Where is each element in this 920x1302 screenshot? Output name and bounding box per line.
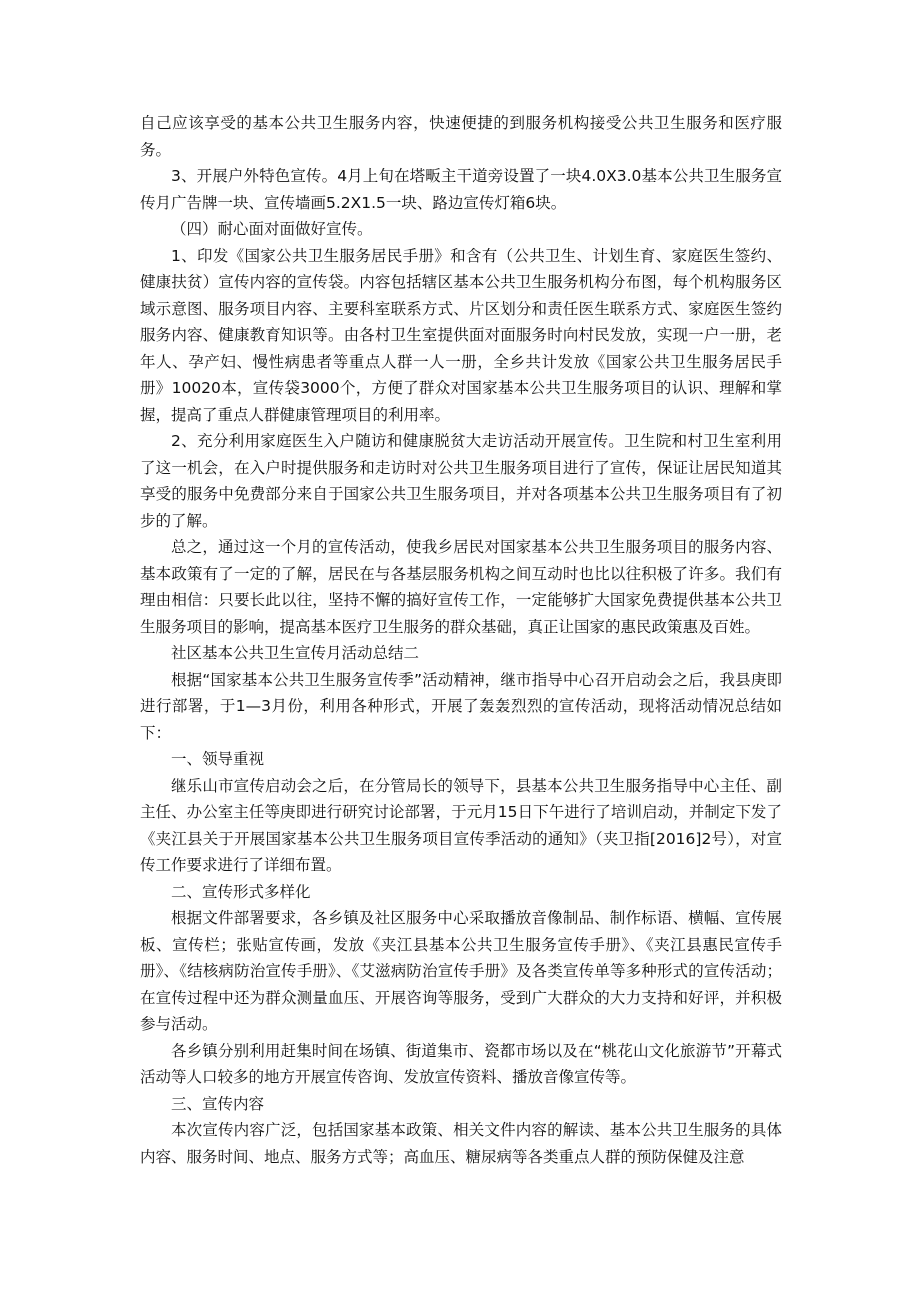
paragraph: 根据“国家基本公共卫生服务宣传季”活动精神，继市指导中心召开启动会之后，我县庚即进行部署，于1—3月份，利用各种形式，开展了轰轰烈烈的宣传活动，现将活动情况总结如下： [140, 670, 782, 742]
paragraph: 2、充分利用家庭医生入户随访和健康脱贫大走访活动开展宣传。卫生院和村卫生室利用了这一机会，在入户时提供服务和走访时对公共卫生服务项目进行了宣传，保证让居民知道其享受的服务中免费部分来自于国家公共卫生服务项目，并对各项基本公共卫生服务项目有了初步的了解。 [140, 432, 782, 530]
paragraph: 根据文件部署要求，各乡镇及社区服务中心采取播放音像制品、制作标语、横幅、宣传展板、宣传栏；张贴宣传画，发放《夹江县基本公共卫生服务宣传手册》、《夹江县惠民宣传手册》、《结核病防治宣传手册》、《艾滋病防治宣传手册》及各类宣传单等多种形式的宣传活动；在宣传过程中还为群众测量血压、开展咨询等服务，受到广大群众的大力支持和好评，并积极参与活动。 [140, 909, 782, 1033]
document-body [140, 110, 782, 1170]
paragraph: 1、印发《国家公共卫生服务居民手册》和含有（公共卫生、计划生育、家庭医生签约、健康扶贫）宣传内容的宣传袋。内容包括辖区基本公共卫生服务机构分布图，每个机构服务区域示意图、服务项目内容、主要科室联系方式、片区划分和责任医生联系方式、家庭医生签约服务内容、健康教育知识等。由各村卫生室提供面对面服务时向村民发放，实现一户一册，老年人、孕产妇、慢性病患者等重点人群一人一册，全乡共计发放《国家公共卫生服务居民手册》10020本，宣传袋3000个，方便了群众对国家基本公共卫生服务项目的认识、理解和掌握，提高了重点人群健康管理项目的利用率。 [140, 246, 782, 424]
paragraph: 继乐山市宣传启动会之后，在分管局长的领导下，县基本公共卫生服务指导中心主任、副主任、办公室主任等庚即进行研究讨论部署，于元月15日下午进行了培训启动，并制定下发了《夹江县关于开展国家基本公共卫生服务项目宣传季活动的通知》（夹卫指[2016]2号），对宣传工作要求进行了详细布置。 [140, 776, 782, 874]
paragraph: 本次宣传内容广泛，包括国家基本政策、相关文件内容的解读、基本公共卫生服务的具体内容、服务时间、地点、服务方式等；高血压、糖尿病等各类重点人群的预防保健及注意 [140, 1121, 782, 1166]
paragraph: 自己应该享受的基本公共卫生服务内容，快速便捷的到服务机构接受公共卫生服务和医疗服务。 [140, 114, 782, 159]
section-heading: 三、宣传内容 [171, 1094, 265, 1113]
paragraph: 3、开展户外特色宣传。4月上旬在塔畈主干道旁设置了一块4.0X3.0基本公共卫生服务宣传月广告牌一块、宣传墙画5.2X1.5一块、路边宣传灯箱6块。 [140, 167, 782, 212]
section-heading: 二、宣传形式多样化 [171, 882, 311, 901]
paragraph: 总之，通过这一个月的宣传活动，使我乡居民对国家基本公共卫生服务项目的服务内容、基本政策有了一定的了解，居民在与各基层服务机构之间互动时也比以往积极了许多。我们有理由相信：只要长此以往，坚持不懈的搞好宣传工作，一定能够扩大国家免费提供基本公共卫生服务项目的影响，提高基本医疗卫生服务的群众基础，真正让国家的惠民政策惠及百姓。 [140, 538, 782, 636]
section-heading: （四）耐心面对面做好宣传。 [171, 220, 373, 238]
section-heading: 一、领导重视 [171, 750, 265, 768]
paragraph: 各乡镇分别利用赶集时间在场镇、街道集市、瓷都市场以及在“桃花山文化旅游节”开幕式活动等人口较多的地方开展宣传咨询、发放宣传资料、播放音像宣传等。 [140, 1041, 782, 1086]
document-title: 社区基本公共卫生宣传月活动总结二 [171, 644, 420, 662]
